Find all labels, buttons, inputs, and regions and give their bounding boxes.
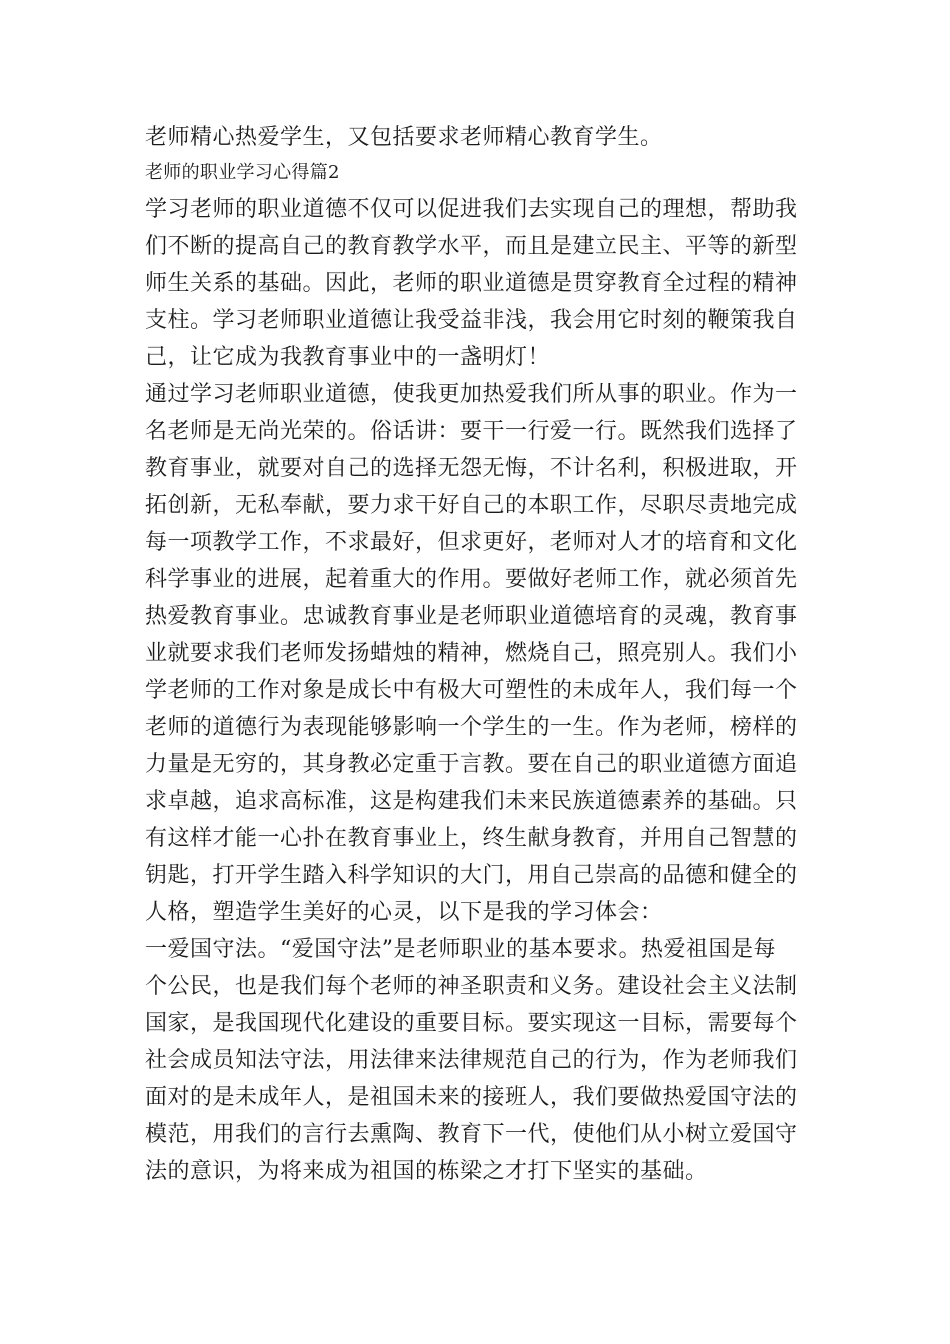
text-line: 老师精心热爱学生，又包括要求老师精心教育学生。 xyxy=(145,125,663,150)
text-line: 热爱教育事业。忠诚教育事业是老师职业道德培育的灵魂，教育事 xyxy=(145,604,798,629)
text-line: 有这样才能一心扑在教育事业上，终生献身教育，并用自己智慧的 xyxy=(145,826,798,851)
text-line: 法的意识，为将来成为祖国的栋梁之才打下坚实的基础。 xyxy=(145,1159,708,1184)
text-line: 力量是无穷的，其身教必定重于言教。要在自己的职业道德方面追 xyxy=(145,752,798,777)
text-line: 每一项教学工作，不求最好，但求更好，老师对人才的培育和文化 xyxy=(145,530,798,555)
text-line: 学习老师的职业道德不仅可以促进我们去实现自己的理想，帮助我 xyxy=(145,197,798,222)
text-line: 人格，塑造学生美好的心灵，以下是我的学习体会： xyxy=(145,900,663,925)
text-line: 面对的是未成年人，是祖国未来的接班人，我们要做热爱国守法的 xyxy=(145,1085,798,1110)
text-line: 师生关系的基础。因此，老师的职业道德是贯穿教育全过程的精神 xyxy=(145,271,798,296)
text-line: 科学事业的进展，起着重大的作用。要做好老师工作，就必须首先 xyxy=(145,567,798,592)
text-line: 学老师的工作对象是成长中有极大可塑性的未成年人，我们每一个 xyxy=(145,678,798,703)
text-line: 名老师是无尚光荣的。俗话讲：要干一行爱一行。既然我们选择了 xyxy=(145,419,798,444)
text-line: 拓创新，无私奉献，要力求干好自己的本职工作，尽职尽责地完成 xyxy=(145,493,798,518)
text-line: 个公民，也是我们每个老师的神圣职责和义务。建设社会主义法制 xyxy=(145,974,798,999)
text-line: 国家，是我国现代化建设的重要目标。要实现这一目标，需要每个 xyxy=(145,1011,798,1036)
text-line: 钥匙，打开学生踏入科学知识的大门，用自己崇高的品德和健全的 xyxy=(145,863,798,888)
text-line: 业就要求我们老师发扬蜡烛的精神，燃烧自己，照亮别人。我们小 xyxy=(145,641,798,666)
text-line: 模范，用我们的言行去熏陶、教育下一代，使他们从小树立爱国守 xyxy=(145,1122,798,1147)
text-line: 社会成员知法守法，用法律来法律规范自己的行为，作为老师我们 xyxy=(145,1048,798,1073)
text-line: 己，让它成为我教育事业中的一盏明灯！ xyxy=(145,345,551,370)
text-line: 教育事业，就要对自己的选择无怨无悔，不计名利，积极进取，开 xyxy=(145,456,798,481)
text-line: 们不断的提高自己的教育教学水平，而且是建立民主、平等的新型 xyxy=(145,234,798,259)
text-line: 求卓越，追求高标准，这是构建我们未来民族道德素养的基础。只 xyxy=(145,789,798,814)
text-line: 老师的道德行为表现能够影响一个学生的一生。作为老师，榜样的 xyxy=(145,715,798,740)
text-line: 一爱国守法。“爱国守法”是老师职业的基本要求。热爱祖国是每 xyxy=(145,937,776,962)
text-line: 支柱。学习老师职业道德让我受益非浅，我会用它时刻的鞭策我自 xyxy=(145,308,798,333)
section-heading: 老师的职业学习心得篇2 xyxy=(145,162,340,183)
text-line: 通过学习老师职业道德，使我更加热爱我们所从事的职业。作为一 xyxy=(145,382,798,407)
